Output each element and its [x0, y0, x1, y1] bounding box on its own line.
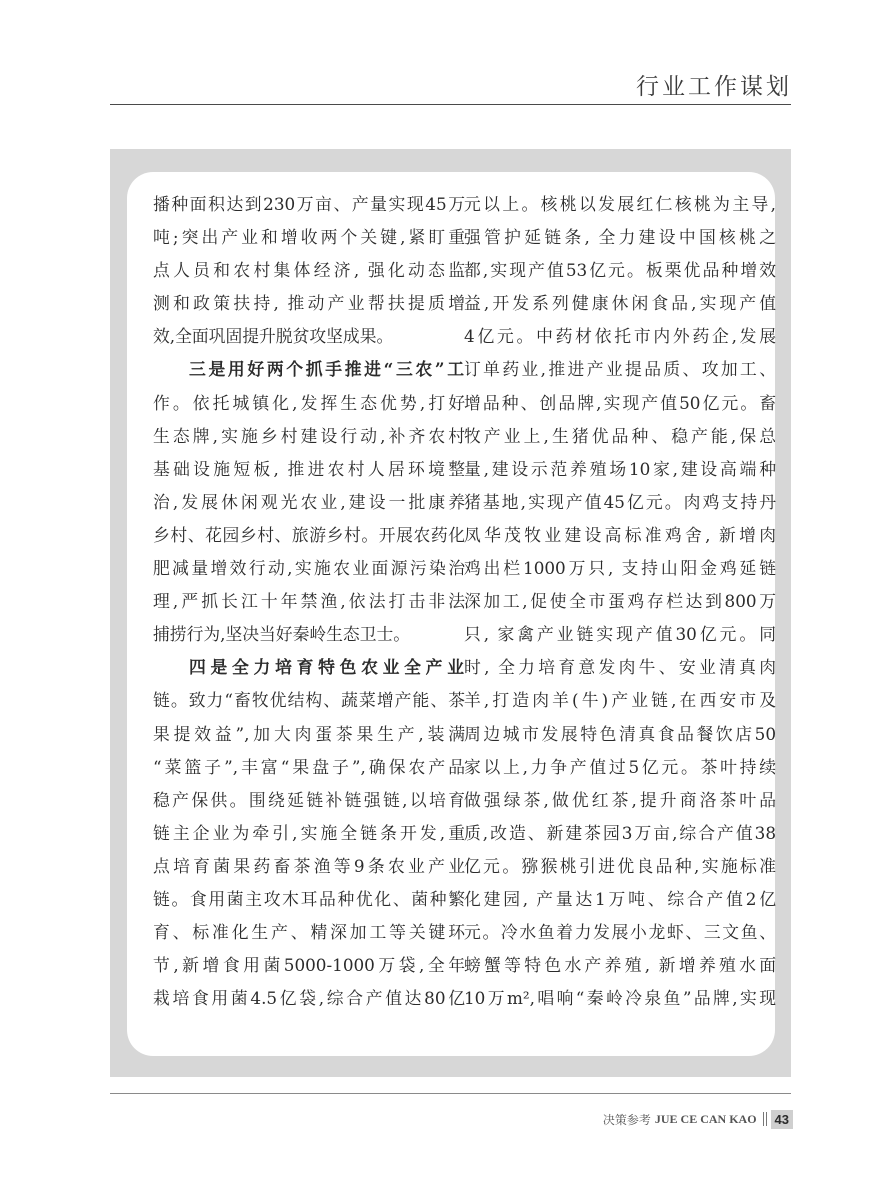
section-heading: 三是用好两个抓手推进“三农”工 [189, 359, 465, 380]
text-line: 链。致力“畜牧优结构、蔬菜增产能、茶 [153, 690, 465, 711]
text-line: 螃蟹等特色水产养殖, 新增养殖水面 [464, 955, 776, 976]
text-line: 稳产保供。围绕延链补链强链,以培育 [153, 789, 465, 810]
text-line: 质,改造、新建茶园3万亩,综合产值38 [464, 822, 776, 843]
text-line: 元以上。核桃以发展红仁核桃为主导, [464, 194, 776, 214]
text-line: 链主企业为牵引,实施全链条开发,重 [153, 822, 465, 843]
text-line: 捕捞行为,坚决当好秦岭生态卫士。 [153, 624, 411, 645]
text-line: 治,发展休闲观光农业,建设一批康养 [153, 491, 465, 512]
section-title: 行业工作谋划 [636, 74, 792, 100]
text-line: 节,新增食用菌5000-1000万袋,全年 [153, 955, 465, 976]
text-line: 作。依托城镇化,发挥生态优势,打好 [153, 392, 465, 413]
text-line: 元。冷水鱼着力发展小龙虾、三文鱼、 [464, 922, 776, 943]
text-line: 化建园, 产量达1万吨、综合产值2亿 [464, 888, 776, 909]
text-line: 吨;突出产业和增收两个关键,紧盯重 [153, 227, 465, 248]
text-line: 栽培食用菌4.5亿袋,综合产值达80亿 [153, 988, 465, 1009]
text-line: 肥减量增效行动,实施农业面源污染治 [153, 558, 465, 579]
text-line: 时, 全力培育意发肉牛、安业清真肉 [464, 657, 776, 678]
footer-brand-cn: 决策参考 [602, 1112, 651, 1127]
text-line: 点人员和农村集体经济, 强化动态监 [153, 260, 465, 281]
text-line: “菜篮子”,丰富“果盘子”,确保农产品 [153, 756, 465, 777]
right-text-column [464, 188, 776, 1015]
text-line: 增品种、创品牌,实现产值50亿元。畜 [464, 392, 776, 413]
text-line: 都,实现产值53亿元。板栗优品种增效 [464, 260, 776, 281]
text-line: 鸡出栏1000万只, 支持山阳金鸡延链 [464, 558, 776, 579]
text-line: 周边城市发展特色清真食品餐饮店50 [464, 723, 776, 744]
footer-separator [763, 1112, 767, 1126]
text-line: 深加工,促使全市蛋鸡存栏达到800万 [464, 591, 776, 612]
text-line: 牧产业上,生猪优品种、稳产能,保总 [464, 425, 776, 446]
text-line: 效,全面巩固提升脱贫攻坚成果。 [153, 326, 394, 347]
left-text-column [153, 188, 465, 1015]
text-line: 羊,打造肉羊(牛)产业链,在西安市及 [464, 690, 776, 711]
text-line: 家以上,力争产值过5亿元。茶叶持续 [464, 756, 776, 777]
text-line: 强管护延链条, 全力建设中国核桃之 [464, 227, 776, 248]
text-line: 只, 家禽产业链实现产值30亿元。同 [464, 624, 776, 645]
footer-divider [110, 1093, 791, 1094]
page-footer [603, 1108, 793, 1130]
page-number: 43 [771, 1110, 793, 1129]
text-line: 测和政策扶持, 推动产业帮扶提质增 [153, 293, 465, 314]
footer-brand-en: JUE CE CAN KAO [654, 1111, 757, 1126]
text-line: 凤华茂牧业建设高标准鸡舍, 新增肉 [464, 524, 776, 545]
header-divider [110, 104, 791, 105]
text-line: 4亿元。中药材依托市内外药企,发展 [464, 326, 776, 347]
text-line: 基础设施短板, 推进农村人居环境整 [153, 458, 465, 479]
text-line: 做强绿茶,做优红茶,提升商洛茶叶品 [464, 789, 776, 810]
text-line: 理,严抓长江十年禁渔,依法打击非法 [153, 591, 465, 612]
text-line: 果提效益”,加大肉蛋茶果生产,装满 [153, 723, 465, 744]
text-line: 育、标准化生产、精深加工等关键环 [153, 922, 465, 943]
text-line: 点培育菌果药畜茶渔等9条农业产业 [153, 855, 465, 876]
text-line: 生态牌,实施乡村建设行动,补齐农村 [153, 425, 465, 446]
text-line: 乡村、花园乡村、旅游乡村。开展农药化 [153, 524, 465, 545]
text-line: 亿元。猕猴桃引进优良品种,实施标准 [464, 855, 776, 876]
section-heading: 四是全力培育特色农业全产业 [189, 657, 465, 678]
text-line: 量,建设示范养殖场10家,建设高端种 [464, 458, 776, 479]
text-line: 播种面积达到230万亩、产量实现45万 [153, 194, 465, 214]
text-line: 益,开发系列健康休闲食品,实现产值 [464, 293, 776, 314]
text-line: 订单药业,推进产业提品质、攻加工、 [464, 359, 776, 380]
text-line: 链。食用菌主攻木耳品种优化、菌种繁 [153, 888, 465, 909]
text-line: 猪基地,实现产值45亿元。肉鸡支持丹 [464, 491, 776, 512]
text-line: 10万m²,唱响“秦岭冷泉鱼”品牌,实现 [464, 988, 776, 1009]
